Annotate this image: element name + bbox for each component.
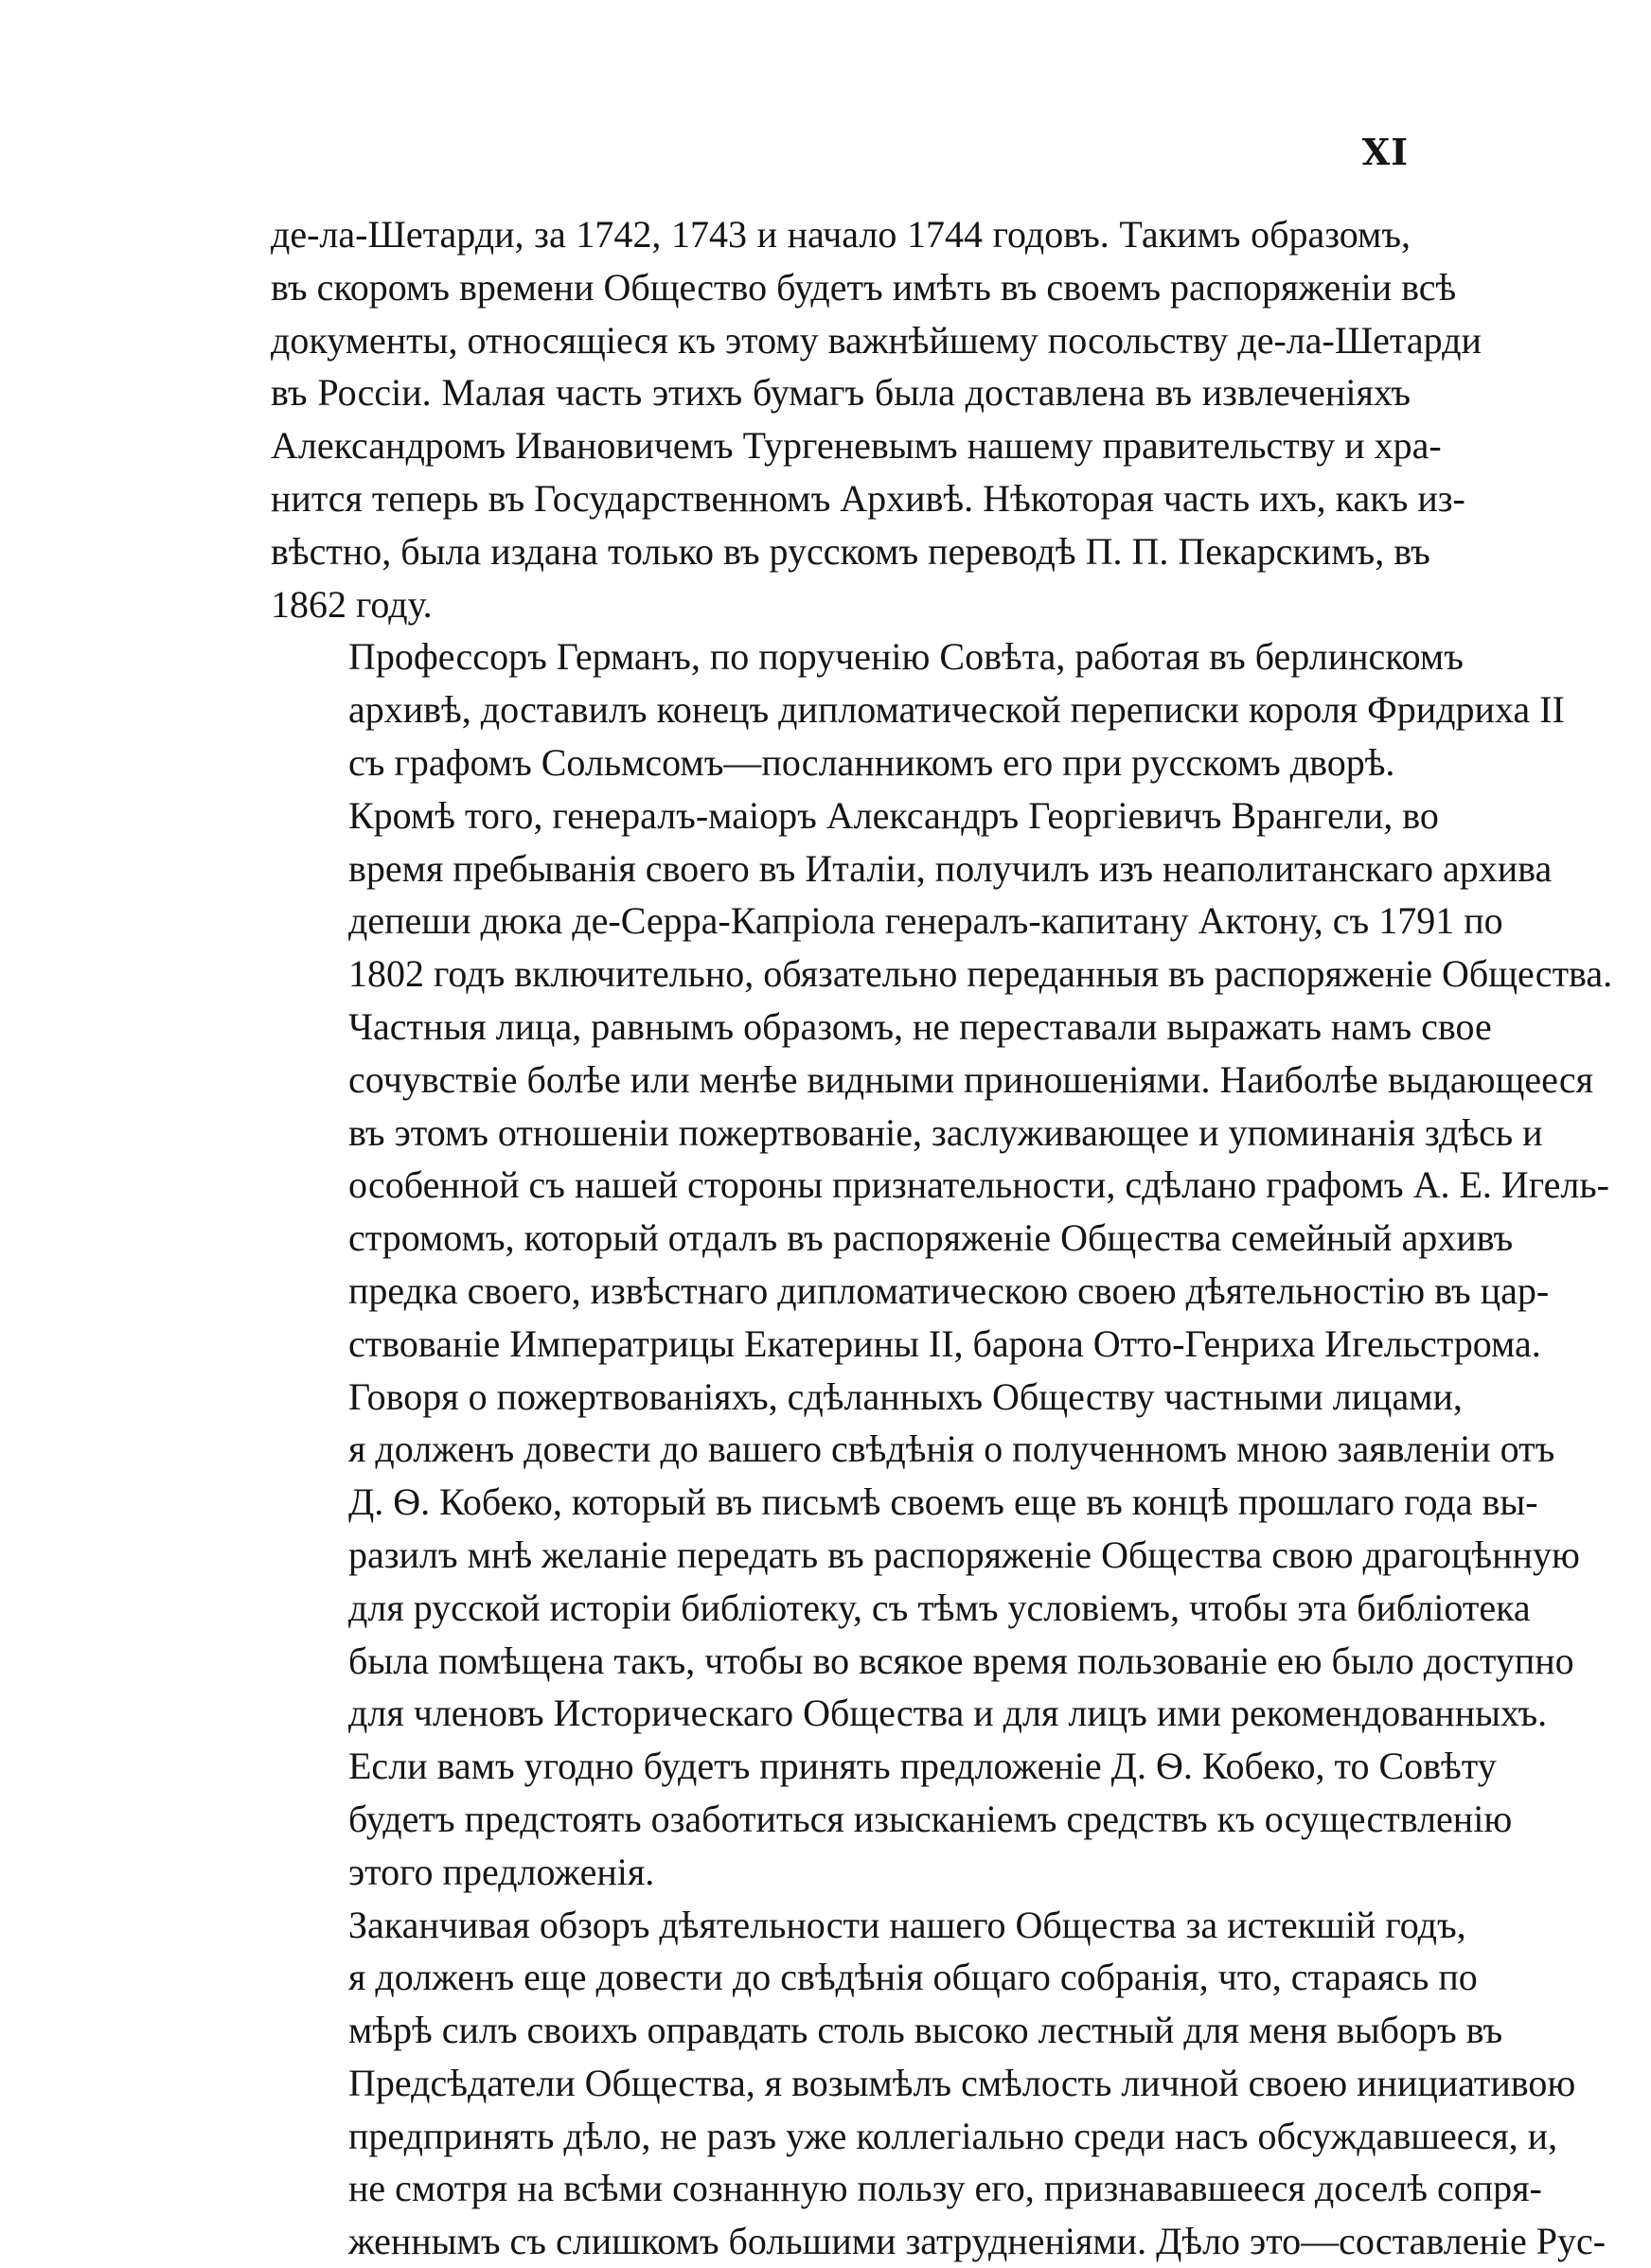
- text-line: въ скоромъ времени Общество будетъ имѣть въ своемъ распоряженіи всѣ: [271, 261, 1411, 314]
- text-line: особенной съ нашей стороны признательности, сдѣлано графомъ А. Е. Игель-: [271, 1159, 1411, 1212]
- paragraph: [271, 208, 1411, 630]
- text-line: въ Россіи. Малая часть этихъ бумагъ была доставлена въ извлеченіяхъ: [271, 366, 1411, 419]
- text-line: предпринять дѣло, не разъ уже коллегіально среди насъ обсуждавшееся, и,: [271, 2110, 1411, 2163]
- text-line: сочувствіе болѣе или менѣе видными приношеніями. Наиболѣе выдающееся: [271, 1054, 1411, 1107]
- text-line: для русской исторіи библіотеку, съ тѣмъ условіемъ, чтобы эта библіотека: [271, 1582, 1411, 1635]
- text-line: предка своего, извѣстнаго дипломатическою своею дѣятельностію въ цар-: [271, 1265, 1411, 1318]
- text-line: въ этомъ отношеніи пожертвованіе, заслуживающее и упоминанія здѣсь и: [271, 1107, 1411, 1160]
- text-line: Частныя лица, равнымъ образомъ, не переставали выражать намъ свое: [271, 1001, 1333, 1054]
- text-line: архивѣ, доставилъ конецъ дипломатической переписки короля Фридриха II: [271, 683, 1411, 736]
- paragraph: [271, 1001, 1411, 1371]
- text-line: 1802 годъ включительно, обязательно переданныя въ распоряженіе Общества.: [271, 948, 1411, 1001]
- text-line: Александромъ Ивановичемъ Тургеневымъ нашему правительству и хра-: [271, 419, 1411, 472]
- text-line: я долженъ довести до вашего свѣдѣнія о полученномъ мною заявленіи отъ: [271, 1423, 1411, 1476]
- text-line: разилъ мнѣ желаніе передать въ распоряженіе Общества свою драгоцѣнную: [271, 1529, 1411, 1582]
- text-line: Д. Ѳ. Кобеко, который въ письмѣ своемъ еще въ концѣ прошлаго года вы-: [271, 1476, 1411, 1529]
- paragraph: [271, 789, 1411, 1001]
- text-line: для членовъ Историческаго Общества и для лицъ ими рекомендованныхъ.: [271, 1687, 1411, 1740]
- text-line: Предсѣдатели Общества, я возымѣлъ смѣлость личной своею инициативою: [271, 2057, 1411, 2110]
- text-line: ствованіе Императрицы Екатерины II, барона Отто-Генриха Игельстрома.: [271, 1318, 1411, 1371]
- paragraph: [271, 1899, 1411, 2268]
- paragraph: [271, 1371, 1411, 1899]
- text-line: де-ла-Шетарди, за 1742, 1743 и начало 1744 годовъ. Такимъ образомъ,: [271, 208, 1411, 261]
- text-line: документы, относящіеся къ этому важнѣйшему посольству де-ла-Шетарди: [271, 314, 1411, 367]
- text-line: Говоря о пожертвованіяхъ, сдѣланныхъ Обществу частными лицами,: [271, 1371, 1333, 1424]
- text-line: Кромѣ того, генералъ-маіоръ Александръ Георгіевичъ Врангели, во: [271, 789, 1333, 842]
- text-line: мѣрѣ силъ своихъ оправдать столь высоко лестный для меня выборъ въ: [271, 2004, 1411, 2057]
- text-line: 1862 году.: [271, 578, 1411, 631]
- paragraph: [271, 630, 1411, 788]
- text-line: женнымъ съ слишкомъ большими затрудненіями. Дѣло это—составленіе Рус-: [271, 2215, 1411, 2268]
- text-line: депеши дюка де-Серра-Капріола генералъ-капитану Актону, съ 1791 по: [271, 895, 1411, 948]
- text-line: вѣстно, была издана только въ русскомъ переводѣ П. П. Пекарскимъ, въ: [271, 525, 1411, 578]
- text-line: Заканчивая обзоръ дѣятельности нашего Общества за истекшій годъ,: [271, 1899, 1333, 1952]
- page-number: XI: [1362, 131, 1409, 173]
- body-text: [271, 208, 1411, 2268]
- text-line: Если вамъ угодно будетъ принять предложеніе Д. Ѳ. Кобеко, то Совѣту: [271, 1740, 1411, 1793]
- text-line: я долженъ еще довести до свѣдѣнія общаго собранія, что, стараясь по: [271, 1951, 1411, 2004]
- text-line: съ графомъ Сольмсомъ—посланникомъ его при русскомъ дворѣ.: [271, 736, 1411, 789]
- text-line: будетъ предстоять озаботиться изысканіемъ средствъ къ осуществленію: [271, 1793, 1411, 1846]
- text-line: этого предложенія.: [271, 1846, 1411, 1899]
- text-line: была помѣщена такъ, чтобы во всякое время пользованіе ею было доступно: [271, 1635, 1411, 1688]
- text-line: не смотря на всѣми сознанную пользу его, признававшееся доселѣ сопря-: [271, 2162, 1411, 2215]
- text-line: Профессоръ Германъ, по порученію Совѣта, работая въ берлинскомъ: [271, 630, 1333, 683]
- text-line: нится теперь въ Государственномъ Архивѣ. Нѣкоторая часть ихъ, какъ из-: [271, 472, 1411, 525]
- text-line: стромомъ, который отдалъ въ распоряженіе Общества семейный архивъ: [271, 1212, 1411, 1265]
- text-line: время пребыванія своего въ Италіи, получилъ изъ неаполитанскаго архива: [271, 842, 1411, 895]
